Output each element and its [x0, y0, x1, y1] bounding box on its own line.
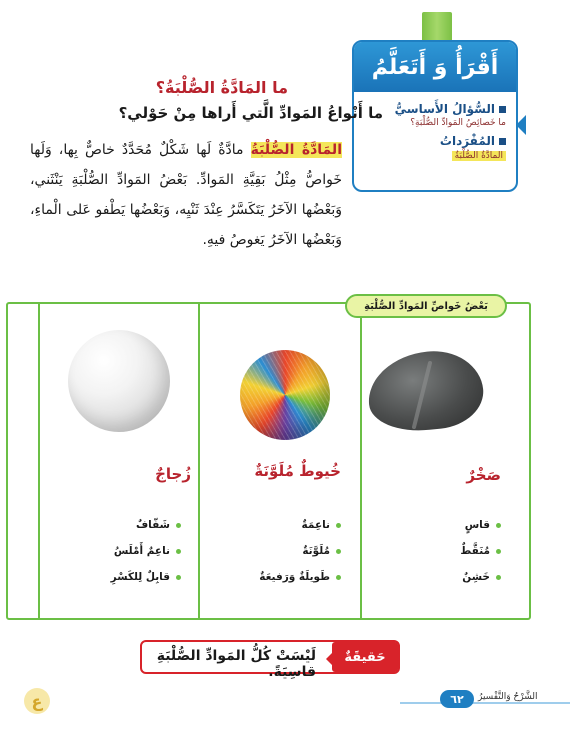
bullet-icon	[176, 523, 181, 528]
read-and-learn-body	[354, 92, 516, 165]
fact-arrow-icon	[326, 651, 334, 667]
lesson-question: ما أَنْواعُ المَوادِّ الَّتي أَراها مِنْ حَوْلي؟	[118, 104, 383, 122]
vocabulary-label: المُفْرَداتُ	[364, 134, 506, 148]
list-item: خَشِنٌ	[460, 564, 501, 590]
essential-question-label: السُّؤالُ الأَساسيُّ	[364, 102, 506, 116]
list-item: ناعِمَةٌ	[259, 512, 341, 538]
glass-sphere-image	[68, 330, 170, 432]
fact-box	[140, 640, 400, 680]
column-title-yarn: خُيوطٌ مُلَوَّنَةٌ	[254, 462, 341, 480]
section-title: ما المَادَّةُ الصُّلْبَةُ؟	[155, 78, 288, 97]
glass-features	[111, 512, 181, 590]
square-bullet-icon	[499, 138, 506, 145]
list-item: مُلَوَّنَةٌ	[259, 538, 341, 564]
bullet-icon	[176, 575, 181, 580]
bullet-icon	[336, 549, 341, 554]
list-item: قاسٍ	[460, 512, 501, 538]
bullet-icon	[176, 549, 181, 554]
list-item: قابِلٌ لِلكَسْرِ	[111, 564, 181, 590]
square-bullet-icon	[499, 106, 506, 113]
bullet-icon	[496, 575, 501, 580]
column-divider	[360, 304, 362, 618]
column-title-rock: صَخْرٌ	[466, 466, 501, 484]
page-number: ٦٢	[440, 690, 474, 708]
fact-text: لَيْسَتْ كُلُّ المَوادِّ الصُّلْبَةِ قاسِيَةً.	[156, 648, 316, 680]
fact-label: حَقيقَةٌ	[332, 642, 398, 672]
bullet-icon	[496, 523, 501, 528]
list-item: ناعِمٌ أَمْلَسُ	[111, 538, 181, 564]
read-and-learn-header	[354, 42, 516, 92]
list-item: شَفّافٌ	[111, 512, 181, 538]
properties-tab-label: بَعْضُ خَواصِّ المَوادِّ الصُّلْبَةِ	[345, 294, 507, 318]
learn-box-pointer	[516, 115, 526, 135]
column-divider	[198, 304, 200, 618]
publisher-logo-icon: ع	[24, 688, 50, 714]
bullet-icon	[336, 575, 341, 580]
list-item: طَويلَةٌ وَرَفيعَةٌ	[259, 564, 341, 590]
list-item: مُنَقَّطٌ	[460, 538, 501, 564]
paragraph-text: مادَّةٌ لَها شَكْلٌ مُحَدَّدٌ خاصٌّ بِها، وَلَها خَواصُّ مِثْلُ بَقِيَّةِ المَوادِّ. بَعْضُ المَوادِّ الصُّلْبَةِ يَنْثَني، وَبَعْضُها الآخَرُ يَتَكَسَّرُ عِنْدَ ثَنْيِه، وَبَعْضُها يَطْفو عَلى الْماءِ، وَبَعْضُها الآخَرُ يَغوصُ فيهِ.	[30, 142, 342, 248]
essential-question-text: ما خَصائِصُ المَوادِّ الصُّلْبَةِ؟	[410, 118, 506, 128]
yarn-texture	[240, 350, 330, 440]
body-paragraph	[30, 135, 342, 255]
read-and-learn-title: أَقْرَأُ وَ أَتَعَلَّمُ	[371, 54, 499, 80]
footer-rule	[400, 702, 570, 704]
bullet-icon	[336, 523, 341, 528]
column-divider	[38, 304, 40, 618]
yarn-features	[259, 512, 341, 590]
bullet-icon	[496, 549, 501, 554]
vocabulary-item: المادَّةُ الصُّلْبَةُ	[452, 151, 506, 161]
highlighted-term: المَادَّةُ الصُّلْبَةُ	[250, 142, 342, 158]
column-title-glass: زُجاجٌ	[155, 465, 191, 483]
rock-features	[460, 512, 501, 590]
footer-section-name: الشَّرْحُ وَالتَّفْسيرُ	[478, 692, 538, 702]
